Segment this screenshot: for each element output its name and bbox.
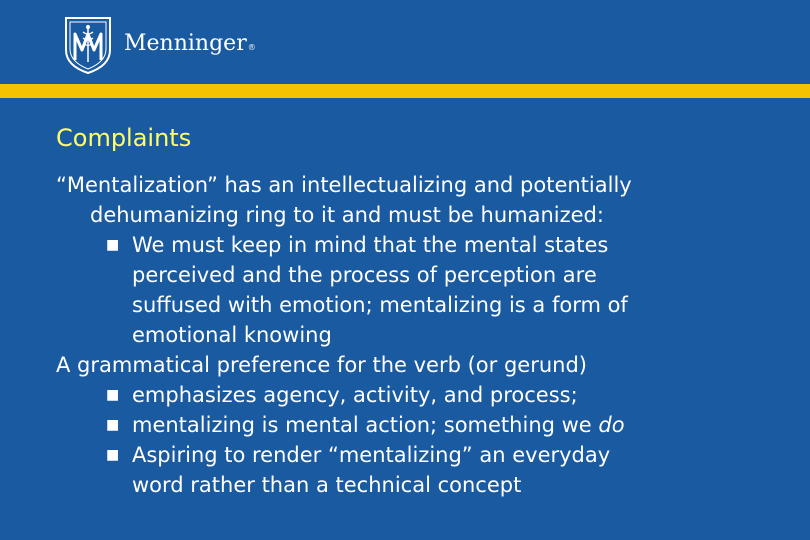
bullet-1-line-1: We must keep in mind that the mental states — [132, 233, 609, 257]
header — [0, 0, 810, 84]
emphasis-do: do — [598, 413, 625, 437]
bullet-1-line-2: perceived and the process of perception are — [132, 263, 597, 287]
menninger-logo-icon — [62, 16, 114, 74]
bullet-1-line-3: suffused with emotion; mentalizing is a form of — [132, 293, 628, 317]
bullet-icon: ■ — [106, 237, 120, 253]
bullet-4-line-2: word rather than a technical concept — [132, 473, 522, 497]
paragraph-1-line-2: dehumanizing ring to it and must be humanized: — [90, 203, 604, 227]
paragraph-2-line-1: A grammatical preference for the verb (or gerund) — [56, 353, 587, 377]
brand-name: Menninger® — [124, 31, 256, 56]
bullet-4-line-1: Aspiring to render “mentalizing” an everyday — [132, 443, 611, 467]
bullet-2-line-1: emphasizes agency, activity, and process; — [132, 383, 578, 407]
paragraph-1-line-1: “Mentalization” has an intellectualizing and potentially — [56, 173, 632, 197]
bullet-icon: ■ — [106, 387, 120, 403]
bullet-3-line-1: mentalizing is mental action; something we do — [132, 413, 625, 437]
bullet-icon: ■ — [106, 447, 120, 463]
slide-title: Complaints — [56, 124, 192, 152]
bullet-icon: ■ — [106, 417, 120, 433]
gold-divider-bar — [0, 84, 810, 98]
bullet-1-line-4: emotional knowing — [132, 323, 332, 347]
